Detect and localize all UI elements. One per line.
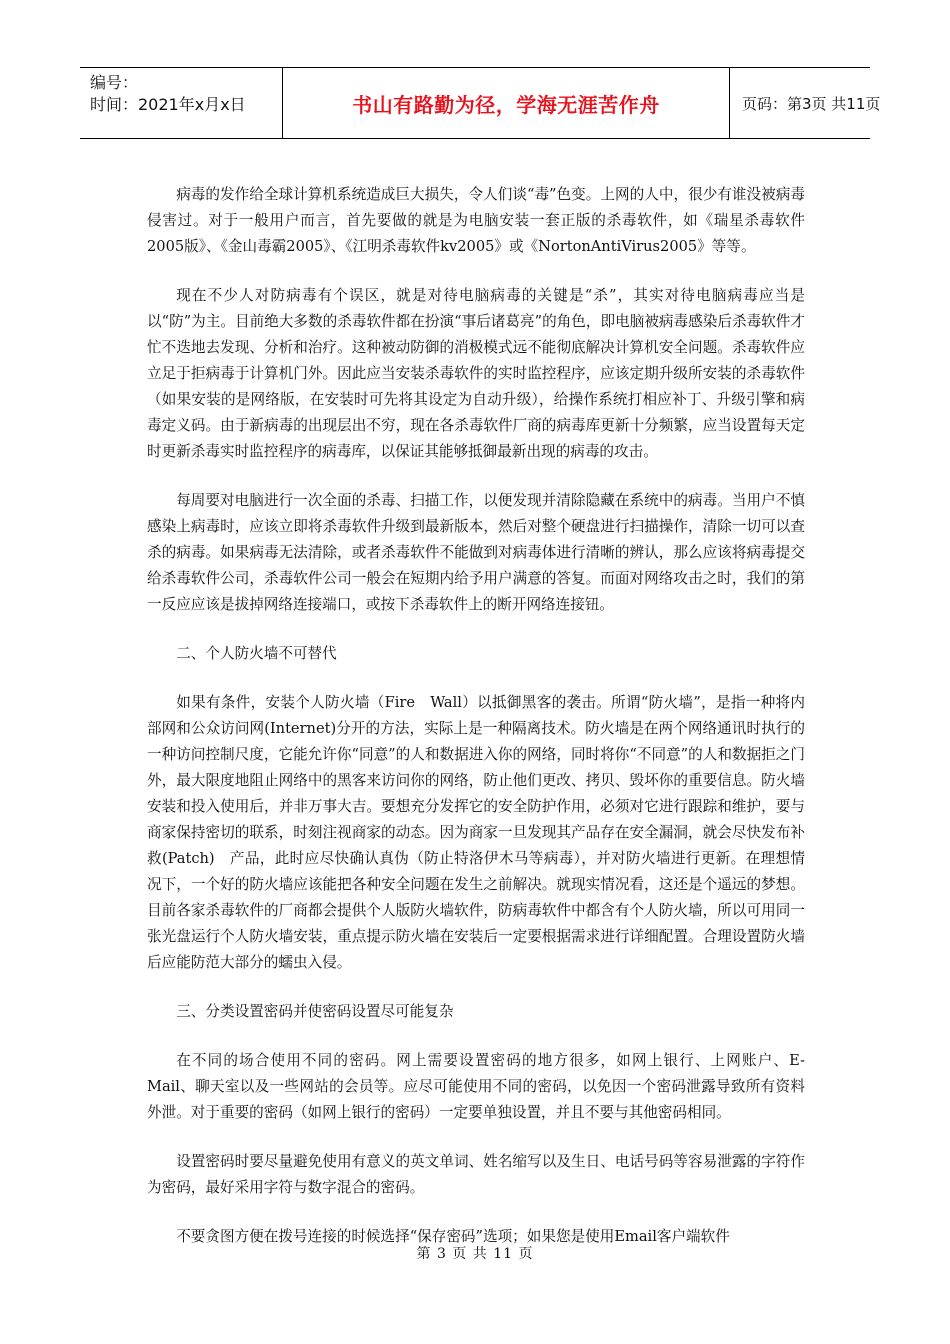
document-body — [147, 182, 805, 1273]
paragraph-different-passwords: 在不同的场合使用不同的密码。网上需要设置密码的地方很多，如网上银行、上网账户、E-Mail、聊天室以及一些网站的会员等。应尽可能使用不同的密码，以免因一个密码泄露导致所有资料外泄。对于重要的密码（如网上银行的密码）一定要单独设置，并且不要与其他密码相同。 — [147, 1052, 805, 1121]
paragraph-weekly-scan: 每周要对电脑进行一次全面的杀毒、扫描工作，以便发现并清除隐藏在系统中的病毒。当用户不慎感染上病毒时，应该立即将杀毒软件升级到最新版本，然后对整个硬盘进行扫描操作，清除一切可以查杀的病毒。如果病毒无法清除，或者杀毒软件不能做到对病毒体进行清晰的辨认，那么应该将病毒提交给杀毒软件公司，杀毒软件公司一般会在短期内给予用户满意的答复。而面对网络攻击之时，我们的第一反应应该是拔掉网络连接端口，或按下杀毒软件上的断开网络连接钮。 — [147, 492, 805, 613]
header-meta — [80, 68, 283, 138]
header-page-info: 页码：第3页 共11页 — [742, 94, 881, 113]
section-heading-passwords: 三、分类设置密码并使密码设置尽可能复杂 — [176, 1003, 454, 1020]
paragraph-complex-passwords: 设置密码时要尽量避免使用有意义的英文单词、姓名缩写以及生日、电话号码等容易泄露的字符作为密码，最好采用字符与数字混合的密码。 — [147, 1153, 805, 1196]
paragraph-prevention: 现在不少人对防病毒有个误区，就是对待电脑病毒的关键是“杀”，其实对待电脑病毒应当是以“防”为主。目前绝大多数的杀毒软件都在扮演“事后诸葛亮”的角色，即电脑被病毒感染后杀毒软件才忙不迭地去发现、分析和治疗。这种被动防御的消极模式远不能彻底解决计算机安全问题。杀毒软件应立足于拒病毒于计算机门外。因此应当安装杀毒软件的实时监控程序，应该定期升级所安装的杀毒软件（如果安装的是网络版，在安装时可先将其设定为自动升级），给操作系统打相应补丁、升级引擎和病毒定义码。由于新病毒的出现层出不穷，现在各杀毒软件厂商的病毒库更新十分频繁，应当设置每天定时更新杀毒实时监控程序的病毒库，以保证其能够抵御最新出现的病毒的攻击。 — [147, 287, 805, 460]
page-header — [80, 67, 881, 139]
paragraph-firewall: 如果有条件，安装个人防火墙（Fire Wall）以抵御黑客的袭击。所谓“防火墙”，是指一种将内部网和公众访问网(Internet)分开的方法，实际上是一种隔离技术。防火墙是在两个网络通讯时执行的一种访问控制尺度，它能允许你“同意”的人和数据进入你的网络，同时将你“不同意”的人和数据拒之门外，最大限度地阻止网络中的黑客来访问你的网络，防止他们更改、拷贝、毁坏你的重要信息。防火墙安装和投入使用后，并非万事大吉。要想充分发挥它的安全防护作用，必须对它进行跟踪和维护，要与商家保持密切的联系，时刻注视商家的动态。因为商家一旦发现其产品存在安全漏洞，就会尽快发布补救(Patch) 产品，此时应尽快确认真伪（防止特洛伊木马等病毒），并对防火墙进行更新。在理想情况下，一个好的防火墙应该能把各种安全问题在发生之前解决。就现实情况看，这还是个遥远的梦想。目前各家杀毒软件的厂商都会提供个人版防火墙软件，防病毒软件中都含有个人防火墙，所以可用同一张光盘运行个人防火墙安装，重点提示防火墙在安装后一定要根据需求进行详细配置。合理设置防火墙后应能防范大部分的蠕虫入侵。 — [147, 694, 805, 971]
page-footer: 第 3 页 共 11 页 — [416, 1246, 534, 1262]
header-motto-cell — [283, 68, 730, 138]
serial-number-label: 编号： — [90, 73, 139, 92]
header-motto: 书山有路勤为径，学海无涯苦作舟 — [352, 92, 660, 117]
paragraph-save-password: 不要贪图方便在拨号连接的时候选择“保存密码”选项；如果您是使用Email客户端软件 — [176, 1228, 730, 1245]
date-line: 时间：2021年x月x日 — [90, 95, 246, 114]
section-heading-firewall: 二、个人防火墙不可替代 — [176, 645, 337, 662]
paragraph-antivirus-intro: 病毒的发作给全球计算机系统造成巨大损失，令人们谈“毒”色变。上网的人中，很少有谁没被病毒侵害过。对于一般用户而言，首先要做的就是为电脑安装一套正版的杀毒软件，如《瑞星杀毒软件2005版》、《金山毒霸2005》、《江明杀毒软件kv2005》或《NortonAntiVirus2005》等等。 — [147, 186, 805, 255]
